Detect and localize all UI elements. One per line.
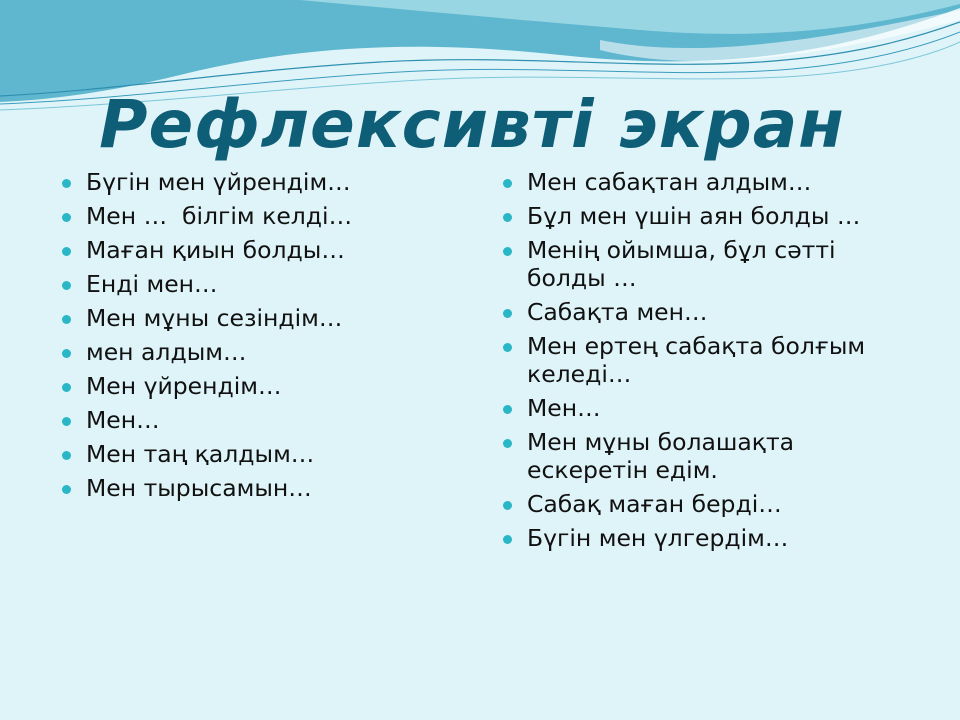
list-item	[62, 304, 462, 332]
list-item-text: Сабақта мен…	[527, 298, 708, 326]
list-item-text: Бұл мен үшін аян болды …	[527, 202, 861, 230]
list-item	[62, 338, 462, 366]
list-item	[62, 202, 462, 230]
bullet-dot-icon	[62, 451, 71, 460]
bullet-dot-icon	[503, 247, 512, 256]
list-item	[503, 394, 903, 422]
bullet-dot-icon	[503, 309, 512, 318]
list-item	[62, 440, 462, 468]
right-bullet-list	[503, 168, 903, 558]
list-item-text: Менің ойымша, бұл сәтті болды …	[527, 236, 836, 292]
list-item	[503, 332, 903, 388]
list-item	[62, 406, 462, 434]
list-item-text: Мен…	[527, 394, 601, 422]
list-item	[62, 270, 462, 298]
list-item-text: Мен үйрендім…	[86, 372, 282, 400]
list-item-text: Бүгін мен үйрендім…	[86, 168, 351, 196]
bullet-dot-icon	[62, 383, 71, 392]
list-item-text: Сабақ маған берді…	[527, 490, 782, 518]
bullet-dot-icon	[503, 501, 512, 510]
bullet-dot-icon	[503, 439, 512, 448]
bullet-dot-icon	[62, 485, 71, 494]
bullet-dot-icon	[62, 179, 71, 188]
list-item	[503, 524, 903, 552]
list-item	[503, 490, 903, 518]
list-item	[62, 236, 462, 264]
bullet-dot-icon	[62, 213, 71, 222]
list-item-text: Мен…	[86, 406, 160, 434]
list-item	[503, 202, 903, 230]
bullet-dot-icon	[62, 247, 71, 256]
bullet-dot-icon	[503, 535, 512, 544]
list-item	[62, 168, 462, 196]
list-item-text: Маған қиын болды…	[86, 236, 345, 264]
list-item-text: Мен мұны сезіндім…	[86, 304, 343, 332]
list-item-text: Бүгін мен үлгердім…	[527, 524, 789, 552]
bullet-dot-icon	[62, 315, 71, 324]
list-item-text: Мен таң қалдым…	[86, 440, 315, 468]
list-item	[62, 474, 462, 502]
list-item	[62, 372, 462, 400]
list-item-text: Мен мұны болашақта ескеретін едім.	[527, 428, 795, 484]
list-item	[503, 298, 903, 326]
left-bullet-list	[62, 168, 462, 508]
list-item-text: Мен сабақтан алдым…	[527, 168, 812, 196]
list-item-text: мен алдым…	[86, 338, 247, 366]
bullet-dot-icon	[503, 405, 512, 414]
bullet-dot-icon	[62, 349, 71, 358]
list-item-text: Енді мен…	[86, 270, 218, 298]
list-item-text: Мен … білгім келді…	[86, 202, 353, 230]
list-item-text: Мен тырысамын…	[86, 474, 312, 502]
bullet-dot-icon	[503, 343, 512, 352]
list-item	[503, 428, 903, 484]
list-item	[503, 168, 903, 196]
slide-title: Рефлексивті экран	[99, 86, 845, 163]
bullet-dot-icon	[62, 281, 71, 290]
bullet-dot-icon	[503, 213, 512, 222]
bullet-dot-icon	[503, 179, 512, 188]
bullet-dot-icon	[62, 417, 71, 426]
list-item	[503, 236, 903, 292]
list-item-text: Мен ертең сабақта болғым келеді…	[527, 332, 866, 388]
